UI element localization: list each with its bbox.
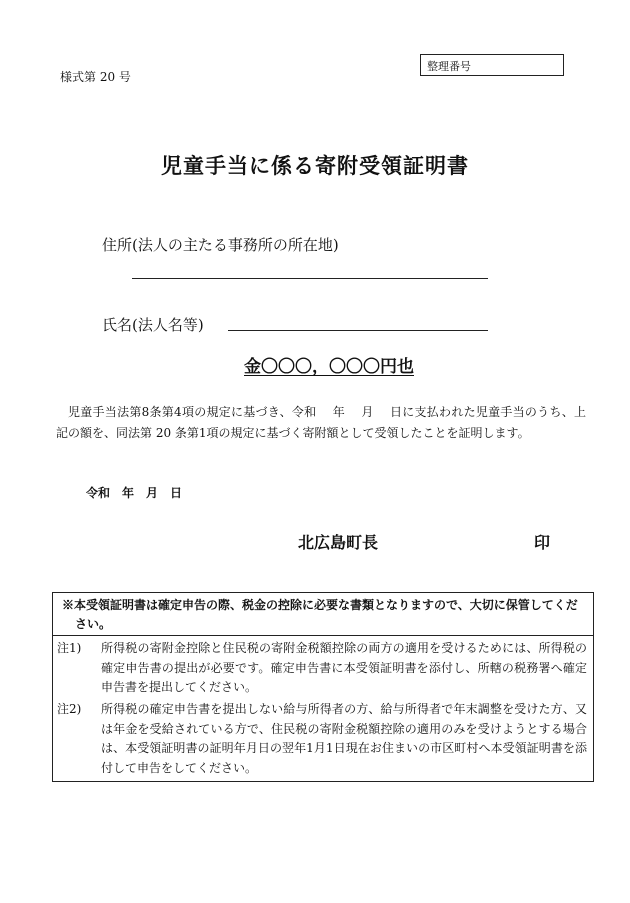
seal-mark: 印: [534, 533, 551, 552]
note-tag: 注2): [57, 702, 82, 716]
issuer-title: 北広島町長: [298, 533, 379, 552]
document-title: 児童手当に係る寄附受領証明書: [161, 153, 469, 178]
notice-box: [52, 592, 594, 782]
reference-number-box[interactable]: [420, 54, 564, 76]
note-item: [57, 639, 587, 698]
address-label: 住所(法人の主たる事務所の所在地): [102, 236, 339, 254]
form-number: 様式第 20 号: [60, 70, 131, 84]
note-tag: 注1): [57, 641, 82, 655]
notice-heading: ※本受領証明書は確定申告の際、税金の控除に必要な書類となりますので、大切に保管してください。: [53, 593, 593, 636]
reference-number-label: 整理番号: [427, 60, 471, 73]
donation-amount: 金〇〇〇，〇〇〇円也: [244, 357, 414, 377]
issue-date: 令和 年 月 日: [86, 486, 183, 500]
name-field-line[interactable]: [228, 330, 488, 331]
note-text: 所得税の寄附金控除と住民税の寄附金税額控除の両方の適用を受けるためには、所得税の確定申告書の提出が必要です。確定申告書に本受領証明書を添付し、所轄の税務署へ確定申告書を提出してください。: [101, 641, 587, 694]
note-item: [57, 700, 587, 778]
address-field-line[interactable]: [132, 278, 488, 279]
certification-text: 児童手当法第8条第4項の規定に基づき、令和 年 月 日に支払われた児童手当のうち、上記の額を、同法第 20 条第1項の規定に基づく寄附額として受領したことを証明します。: [56, 405, 586, 440]
name-label: 氏名(法人名等): [102, 316, 204, 334]
note-text: 所得税の確定申告書を提出しない給与所得者の方、給与所得者で年末調整を受けた方、又は年金を受給されている方で、住民税の寄附金税額控除の適用のみを受けようとする場合は、本受領証明書の証明年月日の翌年1月1日現在お住まいの市区町村へ本受領証明書を添付して申告をしてください。: [101, 702, 587, 775]
